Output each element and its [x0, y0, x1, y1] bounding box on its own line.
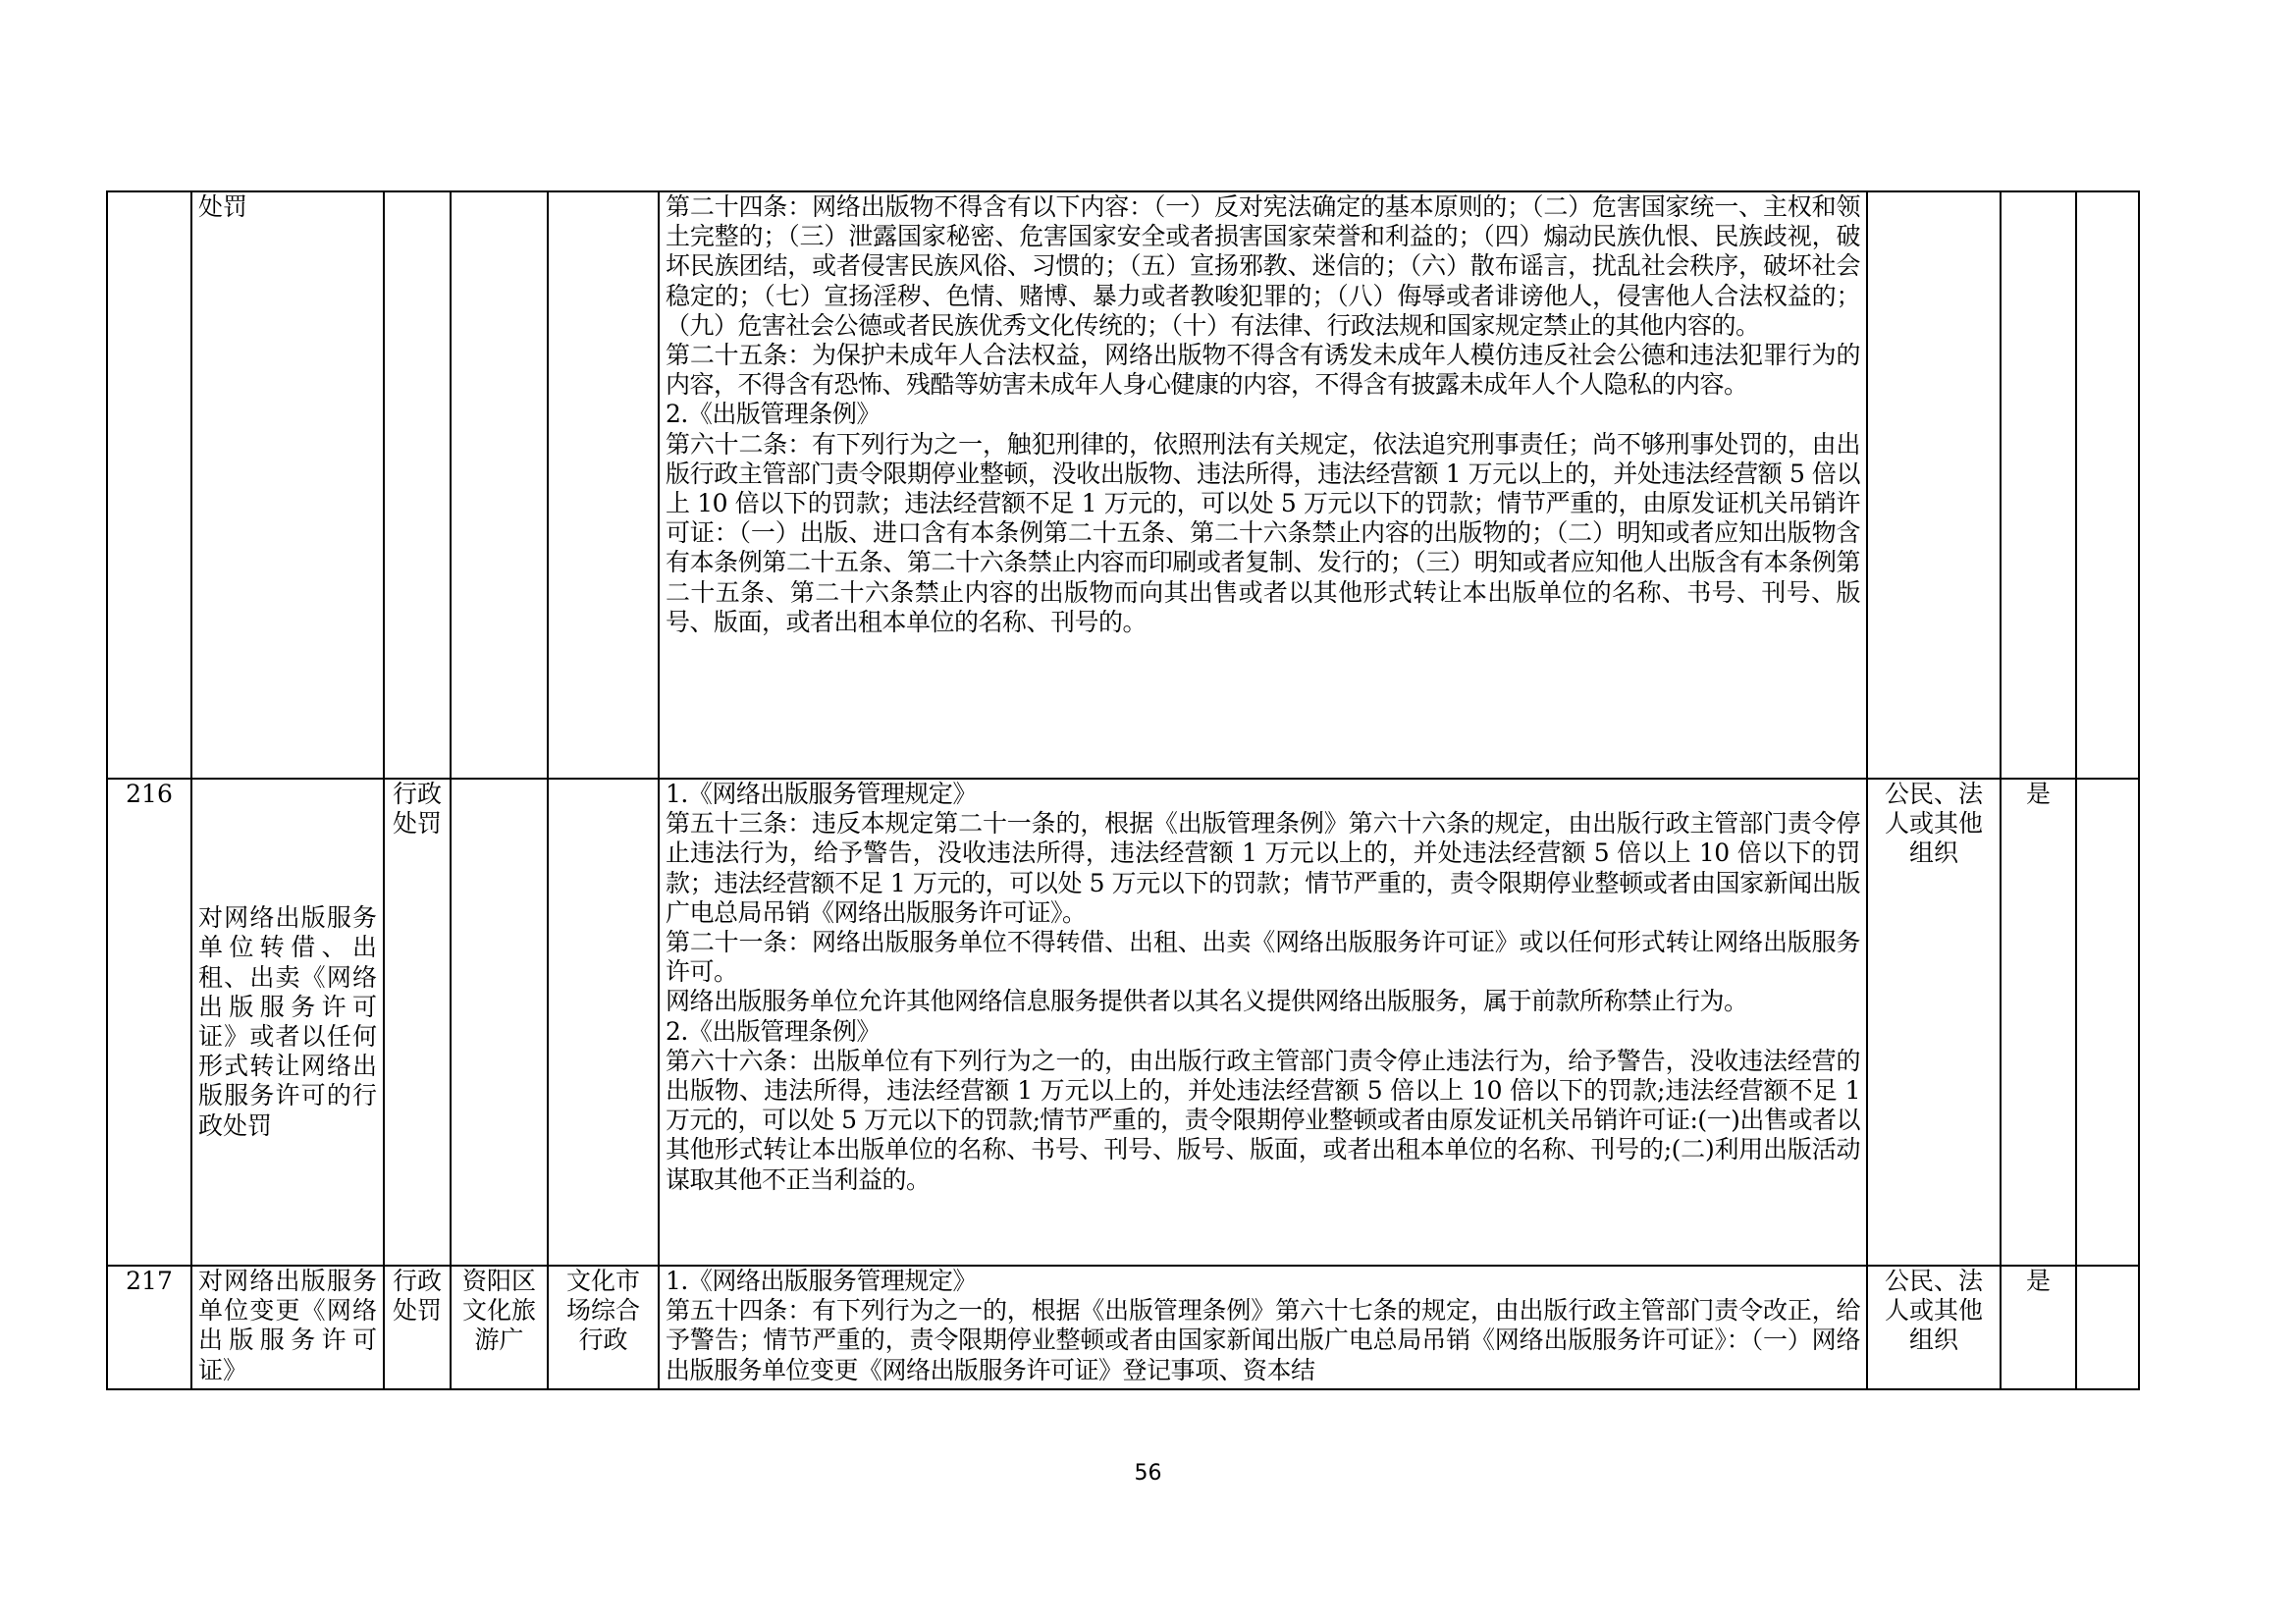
- item-department: [451, 191, 548, 779]
- page-number: 56: [1134, 1461, 1162, 1486]
- item-note: [2076, 779, 2139, 1266]
- basis-paragraph: 第五十三条：违反本规定第二十一条的，根据《出版管理条例》第六十六条的规定，由出版行政主管部门责令停止违法行为，给予警告，没收违法所得，违法经营额 1 万元以上的，并处违法经营额 5 倍以上 10 倍以下的罚款；违法经营额不足 1 万元的，可以处 5 万元以下的罚款；情节严重的，责令限期停业整顿或者由国家新闻出版广电总局吊销《网络出版服务许可证》。: [666, 809, 1860, 927]
- item-department: [451, 779, 548, 1266]
- item-subject: 公民、法人或其他组织: [1867, 1266, 2001, 1389]
- basis-paragraph: 1.《网络出版服务管理规定》: [666, 1267, 977, 1295]
- item-number: [107, 191, 191, 779]
- regulation-table: [106, 190, 2140, 1390]
- item-unit: [548, 191, 659, 779]
- basis-paragraph: 第五十四条：有下列行为之一的，根据《出版管理条例》第六十七条的规定，由出版行政主管部门责令改正，给予警告；情节严重的，责令限期停业整顿或者由国家新闻出版广电总局吊销《网络出版服务许可证》：（一）网络出版服务单位变更《网络出版服务许可证》登记事项、资本结: [666, 1296, 1860, 1384]
- basis-paragraph: 第六十六条：出版单位有下列行为之一的，由出版行政主管部门责令停止违法行为，给予警告，没收违法经营的出版物、违法所得，违法经营额 1 万元以上的，并处违法经营额 5 倍以上 10 倍以下的罚款;违法经营额不足 1 万元的，可以处 5 万元以下的罚款;情节严重的，责令限期停业整顿或者由原发证机关吊销许可证:(一)出售或者以其他形式转让本出版单位的名称、书号、刊号、版号、版面，或者出租本单位的名称、刊号的;(二)利用出版活动谋取其他不正当利益的。: [666, 1046, 1860, 1194]
- item-flag: 是: [2001, 779, 2076, 1266]
- item-legal-basis: [659, 779, 1867, 1266]
- table-row: [107, 1266, 2139, 1389]
- basis-paragraph: 第二十一条：网络出版服务单位不得转借、出租、出卖《网络出版服务许可证》或以任何形式转让网络出版服务许可。: [666, 928, 1860, 987]
- basis-paragraph: 1.《网络出版服务管理规定》: [666, 780, 977, 808]
- item-category: 行政处罚: [384, 779, 451, 1266]
- item-note: [2076, 191, 2139, 779]
- item-unit: [548, 779, 659, 1266]
- item-legal-basis: [659, 191, 1867, 779]
- item-note: [2076, 1266, 2139, 1389]
- item-category: 行政处罚: [384, 1266, 451, 1389]
- item-number: 217: [107, 1266, 191, 1389]
- item-subject: [1867, 191, 2001, 779]
- item-number: 216: [107, 779, 191, 1266]
- basis-paragraph: 第二十四条：网络出版物不得含有以下内容：（一）反对宪法确定的基本原则的；（二）危害国家统一、主权和领土完整的；（三）泄露国家秘密、危害国家安全或者损害国家荣誉和利益的；（四）煽动民族仇恨、民族歧视，破坏民族团结，或者侵害民族风俗、习惯的；（五）宣扬邪教、迷信的；（六）散布谣言，扰乱社会秩序，破坏社会稳定的；（七）宣扬淫秽、色情、赌博、暴力或者教唆犯罪的；（八）侮辱或者诽谤他人，侵害他人合法权益的；（九）危害社会公德或者民族优秀文化传统的；（十）有法律、行政法规和国家规定禁止的其他内容的。: [666, 192, 1860, 340]
- item-subject: 公民、法人或其他组织: [1867, 779, 2001, 1266]
- basis-paragraph: 第二十五条：为保护未成年人合法权益，网络出版物不得含有诱发未成年人模仿违反社会公德和违法犯罪行为的内容，不得含有恐怖、残酷等妨害未成年人身心健康的内容，不得含有披露未成年人个人隐私的内容。: [666, 341, 1860, 400]
- item-name: 对网络出版服务单位变更《网络出版服务许可证》: [191, 1266, 384, 1389]
- basis-paragraph: 2.《出版管理条例》: [666, 1016, 881, 1046]
- table-row: [107, 779, 2139, 1266]
- basis-paragraph: 网络出版服务单位允许其他网络信息服务提供者以其名义提供网络出版服务，属于前款所称禁止行为。: [666, 987, 1748, 1016]
- item-name: 处罚: [191, 191, 384, 779]
- item-legal-basis: [659, 1266, 1867, 1389]
- basis-paragraph: 2.《出版管理条例》: [666, 400, 881, 429]
- basis-paragraph: 第六十二条：有下列行为之一，触犯刑律的，依照刑法有关规定，依法追究刑事责任；尚不够刑事处罚的，由出版行政主管部门责令限期停业整顿，没收出版物、违法所得，违法经营额 1 万元以上的，并处违法经营额 5 倍以上 10 倍以下的罚款；违法经营额不足 1 万元的，可以处 5 万元以下的罚款；情节严重的，由原发证机关吊销许可证：（一）出版、进口含有本条例第二十五条、第二十六条禁止内容的出版物的；（二）明知或者应知出版物含有本条例第二十五条、第二十六条禁止内容而印刷或者复制、发行的；（三）明知或者应知他人出版含有本条例第二十五条、第二十六条禁止内容的出版物而向其出售或者以其他形式转让本出版单位的名称、书号、刊号、版号、版面，或者出租本单位的名称、刊号的。: [666, 429, 1860, 636]
- table-row: [107, 191, 2139, 779]
- item-category: [384, 191, 451, 779]
- item-name: 对网络出版服务单位转借、出租、出卖《网络出版服务许可证》或者以任何形式转让网络出版服务许可的行政处罚: [191, 779, 384, 1266]
- item-unit: 文化市场综合行政: [548, 1266, 659, 1389]
- item-flag: [2001, 191, 2076, 779]
- item-flag: 是: [2001, 1266, 2076, 1389]
- item-department: 资阳区文化旅游广: [451, 1266, 548, 1389]
